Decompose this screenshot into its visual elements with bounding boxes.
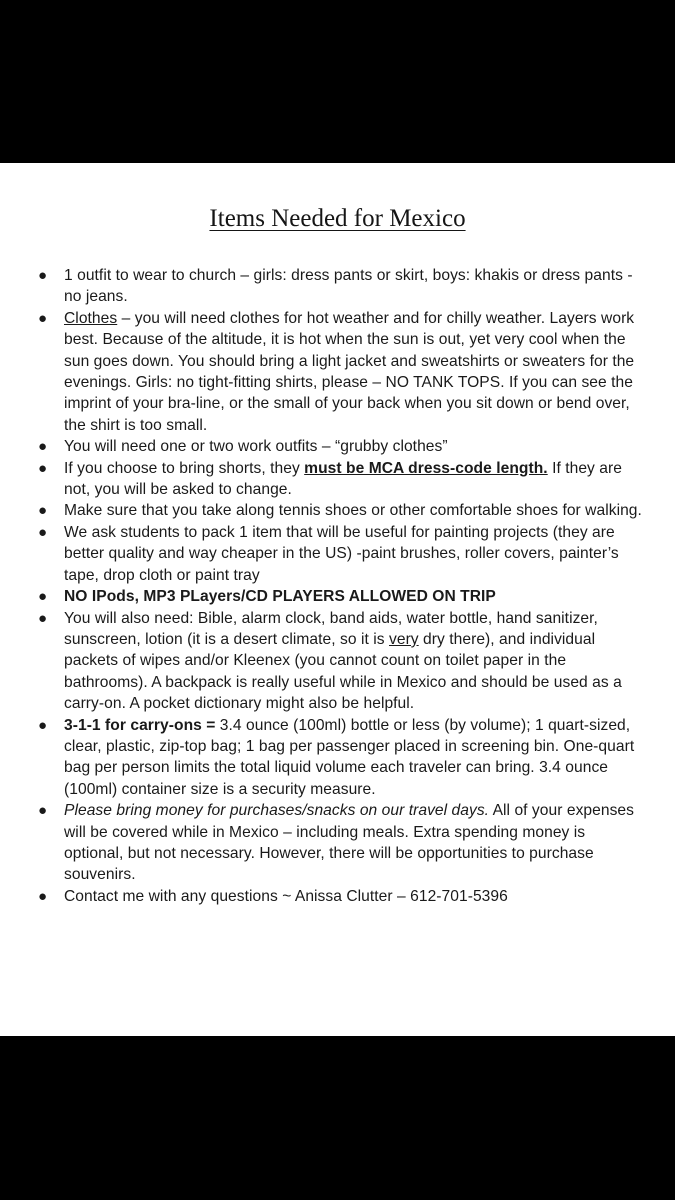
list-item-also-need <box>0 608 675 715</box>
item-text: We ask students to pack 1 item that will be useful for painting projects (they are better quality and way cheaper in the US) -paint brushes, roller covers, painter’s tape, drop cloth or paint tray <box>64 523 619 584</box>
item-text: – you will need clothes for hot weather and for chilly weather. Layers work best. Because of the altitude, it is hot when the sun is out, yet very cool when the sun goes down. You should bring a light jacket and sweatshirts or sweaters for the evenings. Girls: no tight-fitting shirts, please – NO TANK TOPS. If you can see the imprint of your bra-line, or the small of your back when you sit down or bend over, the shirt is too small. <box>64 309 635 434</box>
bullet-icon: ● <box>38 309 48 327</box>
list-item-work-outfits <box>0 436 675 457</box>
item-emphasis: must be MCA dress-code length. <box>304 459 548 477</box>
document-title: Items Needed for Mexico <box>209 205 466 232</box>
bullet-icon: ● <box>38 523 48 541</box>
item-lead: Please bring money for purchases/snacks on our travel days. <box>64 802 490 820</box>
item-emphasis: very <box>389 630 419 648</box>
bullet-icon: ● <box>38 716 48 734</box>
list-item-shoes <box>0 500 675 521</box>
item-text: NO IPods, MP3 PLayers/CD PLAYERS ALLOWED ON TRIP <box>64 588 496 606</box>
item-text-post: dry there), and individual packets of wipes and/or Kleenex (you cannot count on toilet paper in the bathrooms). A backpack is really useful while in Mexico and should be used as a carry-on. A pocket dictionary might also be helpful. <box>64 630 622 713</box>
bullet-icon: ● <box>38 802 48 820</box>
item-text-pre: If you choose to bring shorts, they <box>64 459 305 477</box>
document-page <box>0 163 675 1036</box>
list-item-painting <box>0 522 675 586</box>
list-item-carry-ons <box>0 715 675 801</box>
item-text: Make sure that you take along tennis shoes or other comfortable shoes for walking. <box>64 502 642 520</box>
item-lead: 3-1-1 for carry-ons = <box>64 716 216 734</box>
item-text: You will need one or two work outfits – “grubby clothes” <box>64 438 448 456</box>
item-text: All of your expenses will be covered while in Mexico – including meals. Extra spending money is optional, but not necessary. However, there will be opportunities to purchase souvenirs. <box>64 802 635 884</box>
bullet-icon: ● <box>38 459 48 477</box>
items-list <box>0 265 675 907</box>
item-text: Contact me with any questions ~ Anissa Clutter – 612-701-5396 <box>64 887 508 905</box>
list-item-shorts <box>0 458 675 501</box>
bullet-icon: ● <box>38 609 48 627</box>
bullet-icon: ● <box>38 502 48 520</box>
item-text-post: If they are not, you will be asked to change. <box>64 459 622 499</box>
item-text-pre: You will also need: Bible, alarm clock, band aids, water bottle, hand sanitizer, sunscreen, lotion (it is a desert climate, so it is <box>64 609 598 648</box>
list-item-money <box>0 800 675 886</box>
list-item-contact <box>0 886 675 907</box>
bullet-icon: ● <box>38 588 48 606</box>
item-text: 3.4 ounce (100ml) bottle or less (by volume); 1 quart-sized, clear, plastic, zip-top bag; 1 bag per passenger placed in screening bin. One-quart bag per person limits the total liquid volume each traveler can bring. 3.4 ounce (100ml) container size is a security measure. <box>64 716 635 798</box>
list-item-church-outfit <box>0 265 675 308</box>
list-item-no-devices <box>0 586 675 607</box>
item-lead: Clothes <box>64 309 118 327</box>
bullet-icon: ● <box>38 887 48 905</box>
bullet-icon: ● <box>38 438 48 456</box>
list-item-clothes <box>0 308 675 436</box>
item-text: 1 outfit to wear to church – girls: dress pants or skirt, boys: khakis or dress pants - no jeans. <box>64 267 633 306</box>
bullet-icon: ● <box>38 267 48 284</box>
